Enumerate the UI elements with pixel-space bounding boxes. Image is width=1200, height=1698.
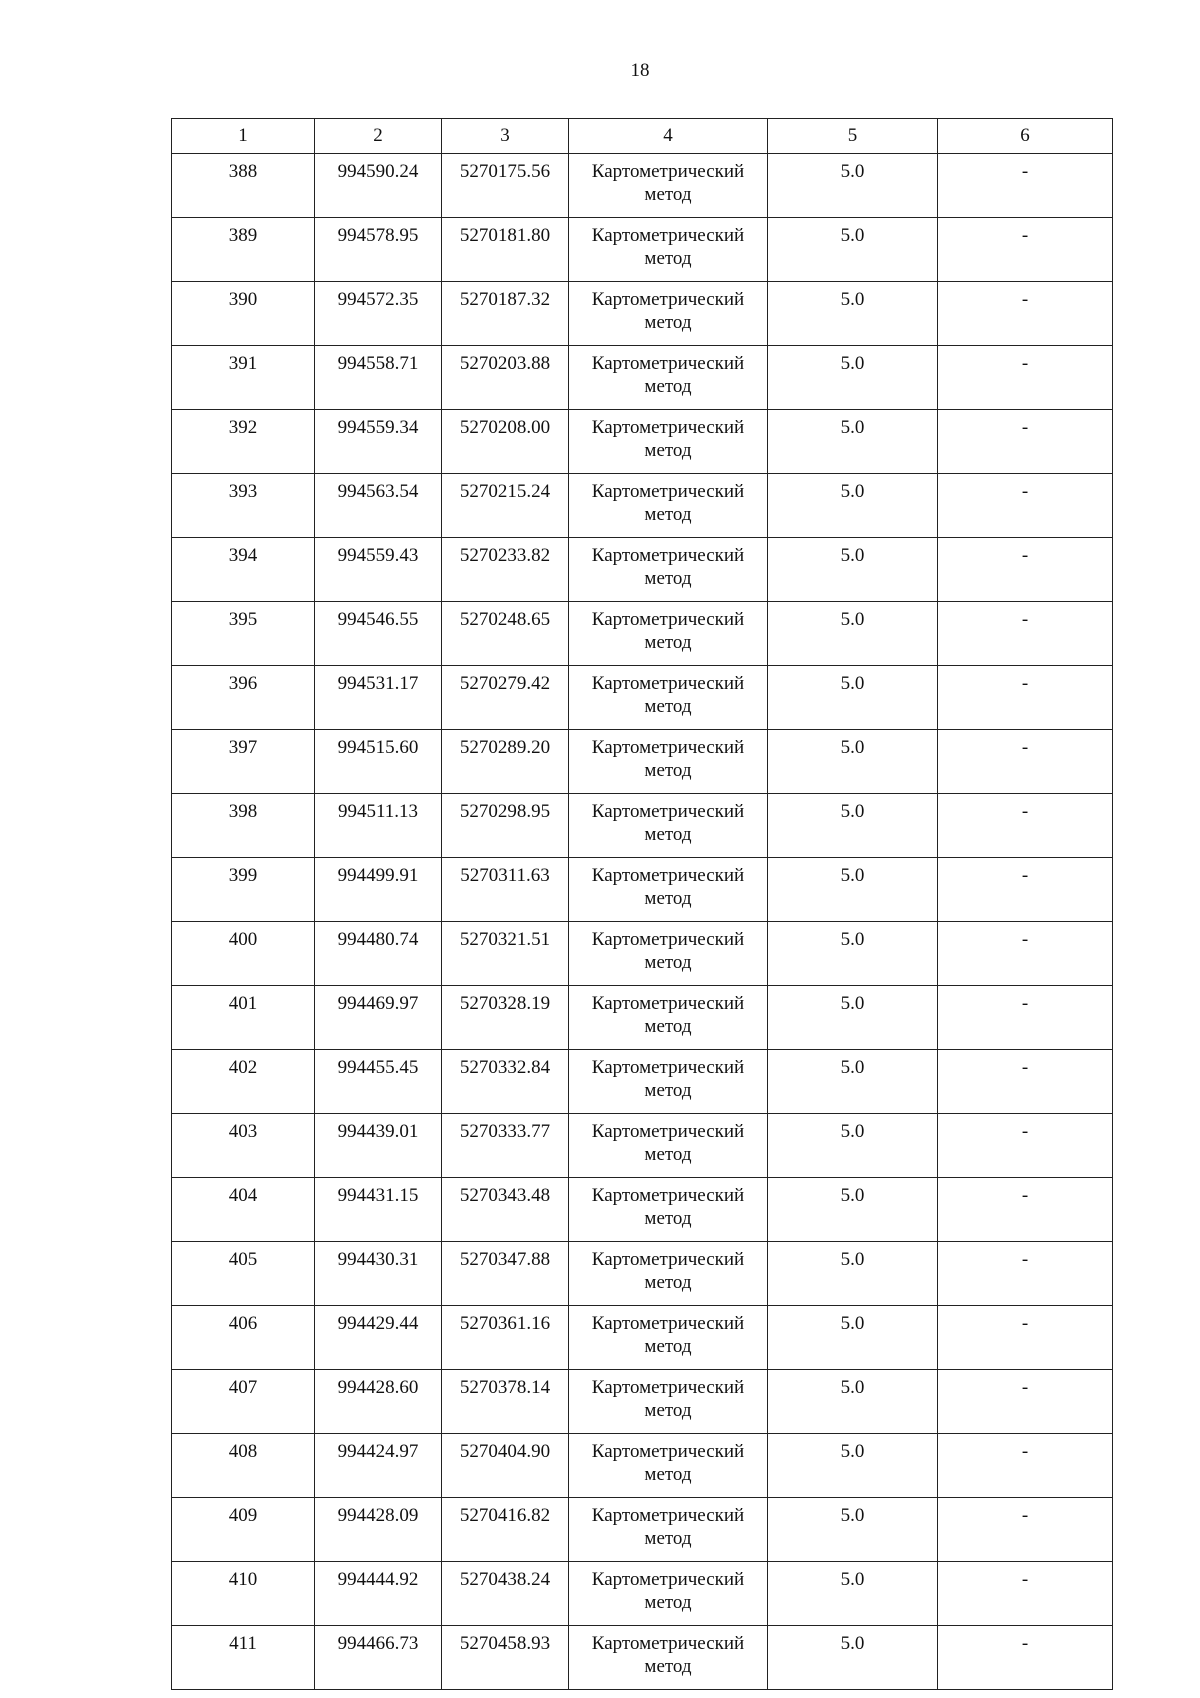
y-coordinate-cell: 5270328.19 xyxy=(442,986,569,1050)
x-coordinate-cell: 994424.97 xyxy=(315,1434,442,1498)
point-number-cell: 408 xyxy=(172,1434,315,1498)
method-cell: Картометрический метод xyxy=(569,1626,768,1690)
header-row xyxy=(172,119,1113,154)
point-number-cell: 397 xyxy=(172,730,315,794)
point-number-cell: 396 xyxy=(172,666,315,730)
x-coordinate-cell: 994515.60 xyxy=(315,730,442,794)
y-coordinate-cell: 5270289.20 xyxy=(442,730,569,794)
note-cell: - xyxy=(938,1242,1113,1306)
table-row xyxy=(172,858,1113,922)
y-coordinate-cell: 5270347.88 xyxy=(442,1242,569,1306)
point-number-cell: 401 xyxy=(172,986,315,1050)
accuracy-cell: 5.0 xyxy=(768,602,938,666)
point-number-cell: 390 xyxy=(172,282,315,346)
note-cell: - xyxy=(938,474,1113,538)
x-coordinate-cell: 994558.71 xyxy=(315,346,442,410)
method-cell: Картометрический метод xyxy=(569,1114,768,1178)
y-coordinate-cell: 5270298.95 xyxy=(442,794,569,858)
x-coordinate-cell: 994546.55 xyxy=(315,602,442,666)
accuracy-cell: 5.0 xyxy=(768,1114,938,1178)
x-coordinate-cell: 994572.35 xyxy=(315,282,442,346)
accuracy-cell: 5.0 xyxy=(768,154,938,218)
method-cell: Картометрический метод xyxy=(569,1370,768,1434)
method-cell: Картометрический метод xyxy=(569,1498,768,1562)
x-coordinate-cell: 994531.17 xyxy=(315,666,442,730)
table-row xyxy=(172,1114,1113,1178)
table-row xyxy=(172,1370,1113,1434)
accuracy-cell: 5.0 xyxy=(768,1626,938,1690)
method-cell: Картометрический метод xyxy=(569,794,768,858)
table-row xyxy=(172,666,1113,730)
accuracy-cell: 5.0 xyxy=(768,346,938,410)
x-coordinate-cell: 994444.92 xyxy=(315,1562,442,1626)
x-coordinate-cell: 994431.15 xyxy=(315,1178,442,1242)
note-cell: - xyxy=(938,730,1113,794)
accuracy-cell: 5.0 xyxy=(768,1562,938,1626)
method-cell: Картометрический метод xyxy=(569,602,768,666)
method-cell: Картометрический метод xyxy=(569,858,768,922)
x-coordinate-cell: 994428.09 xyxy=(315,1498,442,1562)
x-coordinate-cell: 994428.60 xyxy=(315,1370,442,1434)
point-number-cell: 406 xyxy=(172,1306,315,1370)
table-row xyxy=(172,922,1113,986)
method-cell: Картометрический метод xyxy=(569,922,768,986)
note-cell: - xyxy=(938,602,1113,666)
accuracy-cell: 5.0 xyxy=(768,1050,938,1114)
x-coordinate-cell: 994429.44 xyxy=(315,1306,442,1370)
x-coordinate-cell: 994511.13 xyxy=(315,794,442,858)
note-cell: - xyxy=(938,666,1113,730)
accuracy-cell: 5.0 xyxy=(768,666,938,730)
y-coordinate-cell: 5270181.80 xyxy=(442,218,569,282)
point-number-cell: 402 xyxy=(172,1050,315,1114)
note-cell: - xyxy=(938,1370,1113,1434)
y-coordinate-cell: 5270175.56 xyxy=(442,154,569,218)
method-cell: Картометрический метод xyxy=(569,1562,768,1626)
method-cell: Картометрический метод xyxy=(569,1434,768,1498)
header-cell-col1: 1 xyxy=(172,119,315,154)
table-row xyxy=(172,1498,1113,1562)
table-row xyxy=(172,986,1113,1050)
table-row xyxy=(172,1434,1113,1498)
point-number-cell: 407 xyxy=(172,1370,315,1434)
point-number-cell: 392 xyxy=(172,410,315,474)
method-cell: Картометрический метод xyxy=(569,474,768,538)
table-row xyxy=(172,218,1113,282)
table-row xyxy=(172,282,1113,346)
x-coordinate-cell: 994559.34 xyxy=(315,410,442,474)
header-cell-col3: 3 xyxy=(442,119,569,154)
accuracy-cell: 5.0 xyxy=(768,730,938,794)
table-row xyxy=(172,1626,1113,1690)
table-row xyxy=(172,730,1113,794)
point-number-cell: 411 xyxy=(172,1626,315,1690)
note-cell: - xyxy=(938,1498,1113,1562)
point-number-cell: 391 xyxy=(172,346,315,410)
accuracy-cell: 5.0 xyxy=(768,1178,938,1242)
y-coordinate-cell: 5270361.16 xyxy=(442,1306,569,1370)
x-coordinate-cell: 994559.43 xyxy=(315,538,442,602)
note-cell: - xyxy=(938,1178,1113,1242)
x-coordinate-cell: 994469.97 xyxy=(315,986,442,1050)
table-row xyxy=(172,794,1113,858)
x-coordinate-cell: 994455.45 xyxy=(315,1050,442,1114)
accuracy-cell: 5.0 xyxy=(768,986,938,1050)
point-number-cell: 399 xyxy=(172,858,315,922)
y-coordinate-cell: 5270333.77 xyxy=(442,1114,569,1178)
method-cell: Картометрический метод xyxy=(569,538,768,602)
note-cell: - xyxy=(938,282,1113,346)
y-coordinate-cell: 5270332.84 xyxy=(442,1050,569,1114)
y-coordinate-cell: 5270248.65 xyxy=(442,602,569,666)
method-cell: Картометрический метод xyxy=(569,730,768,794)
method-cell: Картометрический метод xyxy=(569,1306,768,1370)
accuracy-cell: 5.0 xyxy=(768,1370,938,1434)
accuracy-cell: 5.0 xyxy=(768,794,938,858)
point-number-cell: 409 xyxy=(172,1498,315,1562)
y-coordinate-cell: 5270343.48 xyxy=(442,1178,569,1242)
table-row xyxy=(172,474,1113,538)
method-cell: Картометрический метод xyxy=(569,218,768,282)
y-coordinate-cell: 5270321.51 xyxy=(442,922,569,986)
point-number-cell: 403 xyxy=(172,1114,315,1178)
y-coordinate-cell: 5270203.88 xyxy=(442,346,569,410)
method-cell: Картометрический метод xyxy=(569,154,768,218)
accuracy-cell: 5.0 xyxy=(768,1498,938,1562)
method-cell: Картометрический метод xyxy=(569,1178,768,1242)
accuracy-cell: 5.0 xyxy=(768,218,938,282)
note-cell: - xyxy=(938,1626,1113,1690)
header-cell-col2: 2 xyxy=(315,119,442,154)
accuracy-cell: 5.0 xyxy=(768,858,938,922)
accuracy-cell: 5.0 xyxy=(768,538,938,602)
point-number-cell: 410 xyxy=(172,1562,315,1626)
point-number-cell: 393 xyxy=(172,474,315,538)
y-coordinate-cell: 5270208.00 xyxy=(442,410,569,474)
note-cell: - xyxy=(938,538,1113,602)
x-coordinate-cell: 994439.01 xyxy=(315,1114,442,1178)
table-row xyxy=(172,1050,1113,1114)
y-coordinate-cell: 5270458.93 xyxy=(442,1626,569,1690)
note-cell: - xyxy=(938,1306,1113,1370)
accuracy-cell: 5.0 xyxy=(768,922,938,986)
x-coordinate-cell: 994466.73 xyxy=(315,1626,442,1690)
table-row xyxy=(172,410,1113,474)
x-coordinate-cell: 994578.95 xyxy=(315,218,442,282)
accuracy-cell: 5.0 xyxy=(768,410,938,474)
y-coordinate-cell: 5270233.82 xyxy=(442,538,569,602)
x-coordinate-cell: 994590.24 xyxy=(315,154,442,218)
method-cell: Картометрический метод xyxy=(569,346,768,410)
method-cell: Картометрический метод xyxy=(569,666,768,730)
point-number-cell: 389 xyxy=(172,218,315,282)
accuracy-cell: 5.0 xyxy=(768,474,938,538)
table-row xyxy=(172,602,1113,666)
table-header xyxy=(172,119,1113,154)
header-cell-col5: 5 xyxy=(768,119,938,154)
note-cell: - xyxy=(938,986,1113,1050)
method-cell: Картометрический метод xyxy=(569,282,768,346)
method-cell: Картометрический метод xyxy=(569,1242,768,1306)
note-cell: - xyxy=(938,410,1113,474)
coordinates-table xyxy=(171,118,1113,1690)
y-coordinate-cell: 5270215.24 xyxy=(442,474,569,538)
table-row xyxy=(172,1306,1113,1370)
note-cell: - xyxy=(938,1434,1113,1498)
x-coordinate-cell: 994430.31 xyxy=(315,1242,442,1306)
note-cell: - xyxy=(938,218,1113,282)
note-cell: - xyxy=(938,858,1113,922)
table-row xyxy=(172,346,1113,410)
note-cell: - xyxy=(938,1114,1113,1178)
header-cell-col4: 4 xyxy=(569,119,768,154)
point-number-cell: 395 xyxy=(172,602,315,666)
y-coordinate-cell: 5270279.42 xyxy=(442,666,569,730)
point-number-cell: 398 xyxy=(172,794,315,858)
note-cell: - xyxy=(938,794,1113,858)
table-row xyxy=(172,1242,1113,1306)
method-cell: Картометрический метод xyxy=(569,1050,768,1114)
accuracy-cell: 5.0 xyxy=(768,1434,938,1498)
page-number: 18 xyxy=(630,60,650,81)
y-coordinate-cell: 5270438.24 xyxy=(442,1562,569,1626)
accuracy-cell: 5.0 xyxy=(768,282,938,346)
y-coordinate-cell: 5270416.82 xyxy=(442,1498,569,1562)
y-coordinate-cell: 5270404.90 xyxy=(442,1434,569,1498)
x-coordinate-cell: 994563.54 xyxy=(315,474,442,538)
note-cell: - xyxy=(938,154,1113,218)
header-cell-col6: 6 xyxy=(938,119,1113,154)
accuracy-cell: 5.0 xyxy=(768,1242,938,1306)
point-number-cell: 388 xyxy=(172,154,315,218)
x-coordinate-cell: 994499.91 xyxy=(315,858,442,922)
method-cell: Картометрический метод xyxy=(569,986,768,1050)
table-row xyxy=(172,1178,1113,1242)
table-row xyxy=(172,538,1113,602)
point-number-cell: 394 xyxy=(172,538,315,602)
point-number-cell: 404 xyxy=(172,1178,315,1242)
y-coordinate-cell: 5270187.32 xyxy=(442,282,569,346)
point-number-cell: 405 xyxy=(172,1242,315,1306)
y-coordinate-cell: 5270378.14 xyxy=(442,1370,569,1434)
note-cell: - xyxy=(938,1050,1113,1114)
x-coordinate-cell: 994480.74 xyxy=(315,922,442,986)
point-number-cell: 400 xyxy=(172,922,315,986)
note-cell: - xyxy=(938,1562,1113,1626)
table-body xyxy=(172,154,1113,1690)
note-cell: - xyxy=(938,346,1113,410)
note-cell: - xyxy=(938,922,1113,986)
table-row xyxy=(172,1562,1113,1626)
method-cell: Картометрический метод xyxy=(569,410,768,474)
accuracy-cell: 5.0 xyxy=(768,1306,938,1370)
y-coordinate-cell: 5270311.63 xyxy=(442,858,569,922)
table-row xyxy=(172,154,1113,218)
